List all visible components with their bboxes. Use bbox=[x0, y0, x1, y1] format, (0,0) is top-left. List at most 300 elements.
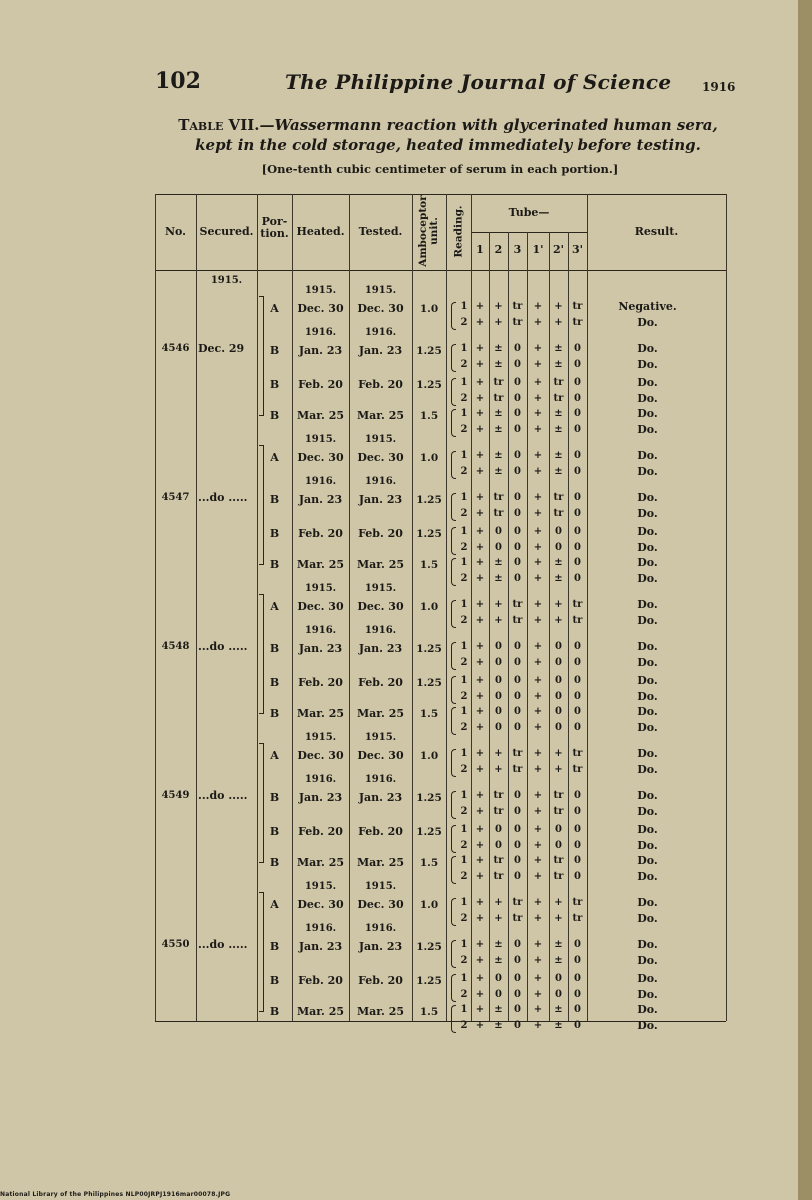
tube-1-value: + bbox=[475, 955, 485, 966]
tube-2-value: 0 bbox=[495, 526, 502, 537]
reading-number: 1 bbox=[460, 824, 468, 835]
reading-number: 1 bbox=[460, 1004, 468, 1015]
portion-label: A bbox=[270, 898, 279, 911]
reading-number: 1 bbox=[460, 675, 468, 686]
table-subcaption: [One-tenth cubic centimeter of serum in each portion.] bbox=[261, 162, 619, 176]
tested-date: Feb. 20 bbox=[358, 378, 403, 391]
tube-2-value: + bbox=[494, 764, 503, 775]
tube-3-value: 0 bbox=[514, 722, 521, 733]
tube-2-value: tr bbox=[493, 855, 504, 866]
reading-number: 1 bbox=[460, 855, 468, 866]
tube-3-value: tr bbox=[512, 913, 523, 924]
heated-year: 1916. bbox=[304, 625, 337, 636]
tube-1-value: + bbox=[475, 1004, 485, 1015]
tube-5-value: tr bbox=[553, 492, 564, 503]
tube-1-value: + bbox=[475, 722, 485, 733]
tube-6-value: tr bbox=[572, 301, 583, 312]
result-value: Do. bbox=[637, 896, 658, 909]
heated-date: Jan. 23 bbox=[298, 642, 343, 655]
reading-brace bbox=[451, 600, 456, 628]
tube-1-value: + bbox=[475, 1020, 485, 1031]
tube-1-value: + bbox=[475, 824, 485, 835]
tube-5-value: ± bbox=[554, 424, 563, 435]
tube-6-value: 0 bbox=[574, 871, 581, 882]
tube-2-value: 0 bbox=[495, 542, 502, 553]
portion-label: B bbox=[269, 642, 280, 655]
amboceptor-unit: 1.0 bbox=[419, 452, 439, 464]
heated-date: Dec. 30 bbox=[297, 749, 344, 762]
tube-4-value: + bbox=[533, 557, 543, 568]
tube-1-value: + bbox=[475, 343, 485, 354]
tube-5-value: 0 bbox=[555, 973, 562, 984]
tube-3-value: 0 bbox=[514, 973, 521, 984]
tube-4-value: + bbox=[533, 359, 543, 370]
table-right-rule bbox=[726, 194, 727, 1021]
result-value: Do. bbox=[637, 358, 658, 371]
heated-date: Jan. 23 bbox=[298, 791, 343, 804]
table-top-rule bbox=[155, 194, 726, 195]
heated-date: Jan. 23 bbox=[298, 344, 343, 357]
heated-year: 1915. bbox=[304, 583, 337, 594]
reading-brace bbox=[451, 676, 456, 704]
reading-number: 2 bbox=[460, 466, 468, 477]
tube-3-value: 0 bbox=[514, 824, 521, 835]
heated-year: 1916. bbox=[304, 476, 337, 487]
reading-brace bbox=[451, 451, 456, 479]
tube-2-value: + bbox=[494, 913, 503, 924]
tube-1-value: + bbox=[475, 615, 485, 626]
tube-3-value: 0 bbox=[514, 1020, 521, 1031]
tube-4-value: + bbox=[533, 599, 543, 610]
tube-4-value: + bbox=[533, 657, 543, 668]
tube-5-value: 0 bbox=[555, 840, 562, 851]
result-value: Do. bbox=[637, 491, 658, 504]
col-header-tube: Tube— bbox=[508, 206, 550, 219]
reading-number: 1 bbox=[460, 557, 468, 568]
tube-2-value: 0 bbox=[495, 840, 502, 851]
amboceptor-unit: 1.0 bbox=[419, 899, 439, 911]
tube-5-value: tr bbox=[553, 508, 564, 519]
reading-number: 2 bbox=[460, 871, 468, 882]
reading-brace bbox=[451, 856, 456, 884]
amboceptor-unit: 1.25 bbox=[416, 643, 442, 655]
tube-3-value: 0 bbox=[514, 955, 521, 966]
result-value: Do. bbox=[637, 912, 658, 925]
tube-3-value: 0 bbox=[514, 790, 521, 801]
tested-date: Jan. 23 bbox=[358, 791, 403, 804]
tested-date: Mar. 25 bbox=[356, 558, 405, 571]
tube-3-value: 0 bbox=[514, 641, 521, 652]
tube-5-value: ± bbox=[554, 1020, 563, 1031]
tube-4-value: + bbox=[533, 508, 543, 519]
tube-2-value: ± bbox=[494, 1004, 503, 1015]
tube-4-value: + bbox=[533, 615, 543, 626]
tube-1-value: + bbox=[475, 764, 485, 775]
amboceptor-unit: 1.25 bbox=[416, 379, 442, 391]
reading-number: 2 bbox=[460, 806, 468, 817]
tube-6-value: 0 bbox=[574, 573, 581, 584]
tube-5-value: ± bbox=[554, 955, 563, 966]
result-value: Do. bbox=[637, 423, 658, 436]
tube-1-value: + bbox=[475, 377, 485, 388]
tube-1-value: + bbox=[475, 466, 485, 477]
amboceptor-unit: 1.25 bbox=[416, 494, 442, 506]
tube-4-value: + bbox=[533, 377, 543, 388]
heated-year: 1915. bbox=[304, 434, 337, 445]
portion-label: B bbox=[269, 493, 280, 506]
tube-6-value: tr bbox=[572, 913, 583, 924]
portion-label: A bbox=[270, 451, 279, 464]
tube-6-value: 0 bbox=[574, 393, 581, 404]
col-header-reading: Reading. bbox=[452, 205, 464, 258]
heated-year: 1916. bbox=[304, 327, 337, 338]
result-value: Do. bbox=[637, 938, 658, 951]
tube-2-value: tr bbox=[493, 492, 504, 503]
tube-4-value: + bbox=[533, 973, 543, 984]
col-header-tested: Tested. bbox=[358, 225, 403, 238]
col-header-tube-2: 2 bbox=[494, 243, 503, 256]
tube-4-value: + bbox=[533, 1004, 543, 1015]
tube-2-value: ± bbox=[494, 557, 503, 568]
tube-1-value: + bbox=[475, 806, 485, 817]
result-value: Do. bbox=[637, 572, 658, 585]
tube-6-value: 0 bbox=[574, 557, 581, 568]
tube-6-value: 0 bbox=[574, 675, 581, 686]
col-header-portion: Por- tion. bbox=[260, 215, 289, 240]
tube-5-value: tr bbox=[553, 871, 564, 882]
reading-number: 1 bbox=[460, 492, 468, 503]
result-value: Do. bbox=[637, 449, 658, 462]
tube-4-value: + bbox=[533, 526, 543, 537]
reading-number: 1 bbox=[460, 790, 468, 801]
result-value: Do. bbox=[637, 1019, 658, 1032]
tube-6-value: 0 bbox=[574, 989, 581, 1000]
reading-number: 1 bbox=[460, 641, 468, 652]
tube-4-value: + bbox=[533, 691, 543, 702]
amboceptor-unit: 1.25 bbox=[416, 826, 442, 838]
col-header-tube-4: 1' bbox=[532, 243, 544, 256]
tube-2-value: + bbox=[494, 317, 503, 328]
reading-brace bbox=[451, 642, 456, 670]
tube-2-value: 0 bbox=[495, 706, 502, 717]
tube-1-value: + bbox=[475, 573, 485, 584]
tested-date: Feb. 20 bbox=[358, 676, 403, 689]
heated-date: Feb. 20 bbox=[298, 676, 343, 689]
tube-1-value: + bbox=[475, 317, 485, 328]
result-value: Do. bbox=[637, 376, 658, 389]
tube-1-value: + bbox=[475, 526, 485, 537]
tube-3-value: 0 bbox=[514, 806, 521, 817]
portion-label: B bbox=[269, 558, 280, 571]
tube-3-value: 0 bbox=[514, 526, 521, 537]
tube-5-value: ± bbox=[554, 557, 563, 568]
tube-1-value: + bbox=[475, 897, 485, 908]
portion-label: B bbox=[269, 344, 280, 357]
tube-4-value: + bbox=[533, 722, 543, 733]
tested-year: 1915. bbox=[364, 881, 397, 892]
tube-2-value: ± bbox=[494, 939, 503, 950]
tube-3-value: 0 bbox=[514, 508, 521, 519]
tube-5-value: + bbox=[554, 301, 563, 312]
tube-5-value: 0 bbox=[555, 526, 562, 537]
result-value: Do. bbox=[637, 674, 658, 687]
reading-number: 2 bbox=[460, 542, 468, 553]
tube-6-value: 0 bbox=[574, 855, 581, 866]
portion-label: B bbox=[269, 856, 280, 869]
tube-6-value: tr bbox=[572, 748, 583, 759]
tube-2-value: 0 bbox=[495, 657, 502, 668]
tube-4-value: + bbox=[533, 913, 543, 924]
tube-6-value: tr bbox=[572, 317, 583, 328]
tested-date: Jan. 23 bbox=[358, 642, 403, 655]
portion-label: B bbox=[269, 707, 280, 720]
tube-5-value: tr bbox=[553, 855, 564, 866]
col-header-result: Result. bbox=[634, 225, 679, 238]
portion-label: A bbox=[270, 302, 279, 315]
tube-5-value: ± bbox=[554, 1004, 563, 1015]
tube-3-value: 0 bbox=[514, 691, 521, 702]
result-value: Do. bbox=[637, 507, 658, 520]
result-value: Do. bbox=[637, 705, 658, 718]
tested-date: Feb. 20 bbox=[358, 527, 403, 540]
tube-3-value: 0 bbox=[514, 343, 521, 354]
tested-date: Dec. 30 bbox=[357, 600, 404, 613]
tube-5-value: + bbox=[554, 913, 563, 924]
tube-5-value: ± bbox=[554, 573, 563, 584]
tested-date: Dec. 30 bbox=[357, 302, 404, 315]
reading-number: 1 bbox=[460, 343, 468, 354]
tube-2-value: 0 bbox=[495, 675, 502, 686]
heated-date: Feb. 20 bbox=[298, 974, 343, 987]
tube-1-value: + bbox=[475, 542, 485, 553]
tube-4-value: + bbox=[533, 939, 543, 950]
result-value: Do. bbox=[637, 614, 658, 627]
tube-6-value: 0 bbox=[574, 424, 581, 435]
reading-brace bbox=[451, 825, 456, 853]
tube-2-value: ± bbox=[494, 955, 503, 966]
result-value: Do. bbox=[637, 656, 658, 669]
tube-4-value: + bbox=[533, 806, 543, 817]
tube-5-value: tr bbox=[553, 377, 564, 388]
tube-5-value: + bbox=[554, 897, 563, 908]
heated-year: 1915. bbox=[304, 285, 337, 296]
tube-5-value: + bbox=[554, 317, 563, 328]
tube-1-value: + bbox=[475, 748, 485, 759]
tube-2-value: tr bbox=[493, 806, 504, 817]
reading-brace bbox=[451, 527, 456, 555]
column-rule bbox=[446, 194, 447, 1021]
tube-3-value: tr bbox=[512, 599, 523, 610]
amboceptor-unit: 1.0 bbox=[419, 750, 439, 762]
reading-number: 1 bbox=[460, 599, 468, 610]
tested-date: Mar. 25 bbox=[356, 1005, 405, 1018]
reading-brace bbox=[451, 558, 456, 586]
tube-1-value: + bbox=[475, 557, 485, 568]
reading-number: 2 bbox=[460, 393, 468, 404]
table-caption-text: —Wassermann reaction with glycerinated human sera, kept in the cold storage, heated immediately before testing. bbox=[195, 116, 718, 154]
tube-1-value: + bbox=[475, 492, 485, 503]
tube-3-value: 0 bbox=[514, 989, 521, 1000]
tube-4-value: + bbox=[533, 641, 543, 652]
tube-6-value: tr bbox=[572, 897, 583, 908]
tube-4-value: + bbox=[533, 790, 543, 801]
tested-date: Dec. 30 bbox=[357, 749, 404, 762]
tube-1-value: + bbox=[475, 359, 485, 370]
tube-3-value: 0 bbox=[514, 466, 521, 477]
header-year: 1916 bbox=[702, 80, 736, 94]
tube-4-value: + bbox=[533, 706, 543, 717]
reading-number: 2 bbox=[460, 1020, 468, 1031]
tube-5-value: ± bbox=[554, 939, 563, 950]
tube-3-value: 0 bbox=[514, 408, 521, 419]
portion-label: B bbox=[269, 974, 280, 987]
tube-4-value: + bbox=[533, 343, 543, 354]
tube-1-value: + bbox=[475, 599, 485, 610]
tube-3-value: 0 bbox=[514, 840, 521, 851]
portion-label: B bbox=[269, 409, 280, 422]
tube-4-value: + bbox=[533, 1020, 543, 1031]
tube-6-value: 0 bbox=[574, 806, 581, 817]
tested-year: 1916. bbox=[364, 923, 397, 934]
tube-3-value: 0 bbox=[514, 557, 521, 568]
amboceptor-unit: 1.25 bbox=[416, 975, 442, 987]
tube-4-value: + bbox=[533, 855, 543, 866]
reading-number: 2 bbox=[460, 691, 468, 702]
tested-date: Dec. 30 bbox=[357, 898, 404, 911]
tube-2-value: tr bbox=[493, 393, 504, 404]
result-value: Do. bbox=[637, 407, 658, 420]
tested-date: Feb. 20 bbox=[358, 974, 403, 987]
tested-year: 1915. bbox=[364, 583, 397, 594]
tube-1-value: + bbox=[475, 973, 485, 984]
reading-number: 1 bbox=[460, 939, 468, 950]
secured-date: ...do ..... bbox=[198, 938, 248, 951]
tested-year: 1916. bbox=[364, 476, 397, 487]
tube-3-value: 0 bbox=[514, 450, 521, 461]
result-value: Do. bbox=[637, 988, 658, 1001]
tube-3-value: 0 bbox=[514, 573, 521, 584]
tested-year: 1916. bbox=[364, 774, 397, 785]
reading-number: 2 bbox=[460, 913, 468, 924]
col-header-amboceptor: Amboceptor unit. bbox=[417, 195, 440, 267]
tube-6-value: 0 bbox=[574, 508, 581, 519]
portion-label: B bbox=[269, 940, 280, 953]
tube-2-value: 0 bbox=[495, 824, 502, 835]
secured-year: 1915. bbox=[210, 275, 243, 286]
reading-brace bbox=[451, 791, 456, 819]
sample-number: 4549 bbox=[161, 790, 190, 801]
tested-year: 1916. bbox=[364, 327, 397, 338]
result-value: Do. bbox=[637, 598, 658, 611]
tube-6-value: 0 bbox=[574, 939, 581, 950]
reading-number: 1 bbox=[460, 450, 468, 461]
heated-year: 1915. bbox=[304, 881, 337, 892]
result-value: Do. bbox=[637, 690, 658, 703]
tube-5-value: 0 bbox=[555, 675, 562, 686]
sample-number: 4550 bbox=[161, 939, 190, 950]
tube-2-value: tr bbox=[493, 508, 504, 519]
amboceptor-unit: 1.5 bbox=[419, 857, 439, 869]
tube-1-value: + bbox=[475, 706, 485, 717]
tube-1-value: + bbox=[475, 913, 485, 924]
result-value: Do. bbox=[637, 839, 658, 852]
reading-brace bbox=[451, 409, 456, 437]
secured-date: Dec. 29 bbox=[198, 342, 245, 355]
tube-4-value: + bbox=[533, 824, 543, 835]
result-value: Do. bbox=[637, 541, 658, 554]
result-value: Do. bbox=[637, 525, 658, 538]
amboceptor-unit: 1.25 bbox=[416, 792, 442, 804]
reading-brace bbox=[451, 974, 456, 1002]
tube-2-value: ± bbox=[494, 450, 503, 461]
tube-3-value: tr bbox=[512, 317, 523, 328]
tube-6-value: tr bbox=[572, 615, 583, 626]
tube-3-value: 0 bbox=[514, 871, 521, 882]
tube-4-value: + bbox=[533, 840, 543, 851]
amboceptor-unit: 1.25 bbox=[416, 345, 442, 357]
result-value: Do. bbox=[637, 805, 658, 818]
reading-number: 2 bbox=[460, 955, 468, 966]
tube-5-value: ± bbox=[554, 450, 563, 461]
heated-date: Mar. 25 bbox=[296, 856, 345, 869]
reading-number: 2 bbox=[460, 508, 468, 519]
reading-number: 2 bbox=[460, 840, 468, 851]
tube-3-value: 0 bbox=[514, 492, 521, 503]
tube-3-value: tr bbox=[512, 748, 523, 759]
tube-5-value: 0 bbox=[555, 824, 562, 835]
result-value: Do. bbox=[637, 556, 658, 569]
tube-3-value: 0 bbox=[514, 393, 521, 404]
heated-date: Feb. 20 bbox=[298, 378, 343, 391]
tube-6-value: 0 bbox=[574, 377, 581, 388]
tube-5-value: ± bbox=[554, 466, 563, 477]
tube-3-value: 0 bbox=[514, 377, 521, 388]
tube-2-value: + bbox=[494, 301, 503, 312]
reading-number: 1 bbox=[460, 301, 468, 312]
reading-number: 1 bbox=[460, 377, 468, 388]
page-number: 102 bbox=[155, 68, 201, 94]
reading-number: 1 bbox=[460, 748, 468, 759]
result-value: Do. bbox=[637, 1003, 658, 1016]
result-value: Do. bbox=[637, 392, 658, 405]
result-value: Do. bbox=[637, 721, 658, 734]
tested-date: Dec. 30 bbox=[357, 451, 404, 464]
tube-4-value: + bbox=[533, 492, 543, 503]
journal-title: The Philippine Journal of Science bbox=[285, 70, 672, 94]
reading-brace bbox=[451, 378, 456, 406]
col-header-heated: Heated. bbox=[296, 225, 345, 238]
col-header-secured: Secured. bbox=[199, 225, 254, 238]
tube-5-value: 0 bbox=[555, 542, 562, 553]
tube-2-value: ± bbox=[494, 573, 503, 584]
tube-1-value: + bbox=[475, 989, 485, 1000]
tube-4-value: + bbox=[533, 897, 543, 908]
tube-5-value: + bbox=[554, 764, 563, 775]
tube-1-value: + bbox=[475, 691, 485, 702]
tube-6-value: 0 bbox=[574, 657, 581, 668]
tube-1-value: + bbox=[475, 424, 485, 435]
tested-date: Jan. 23 bbox=[358, 344, 403, 357]
heated-date: Mar. 25 bbox=[296, 558, 345, 571]
tube-6-value: tr bbox=[572, 764, 583, 775]
tube-4-value: + bbox=[533, 871, 543, 882]
col-header-tube-3: 3 bbox=[513, 243, 522, 256]
tube-1-value: + bbox=[475, 641, 485, 652]
tube-1-value: + bbox=[475, 508, 485, 519]
tested-date: Mar. 25 bbox=[356, 409, 405, 422]
result-value: Negative. bbox=[618, 300, 677, 313]
tube-3-value: 0 bbox=[514, 424, 521, 435]
